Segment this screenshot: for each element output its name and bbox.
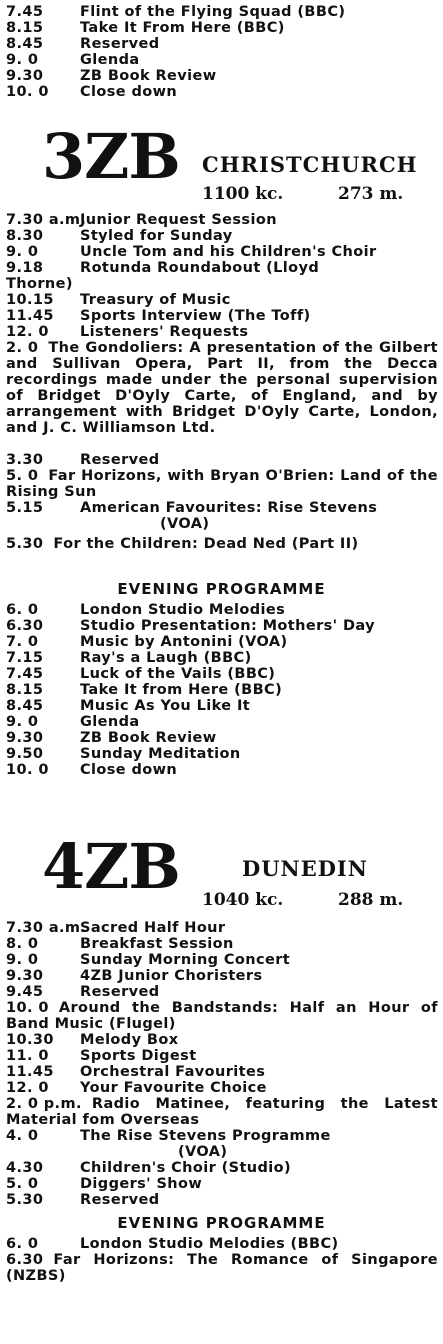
list-item: 5.15 American Favourites: Rise Stevens [6, 500, 378, 516]
list-item: 5.30 For the Children: Dead Ned (Part II) [6, 536, 359, 552]
station-callsign: 4ZB [42, 830, 180, 903]
station-city: CHRISTCHURCH [202, 152, 418, 177]
list-item: 4. 0 The Rise Stevens Programme [6, 1128, 331, 1144]
station-city: DUNEDIN [242, 856, 368, 881]
list-item: 9.30 ZB Book Review [6, 730, 217, 746]
list-item: 7. 0 Music by Antonini (VOA) [6, 634, 288, 650]
list-item: 9. 0 Sunday Morning Concert [6, 952, 291, 968]
list-item: 5.30 Reserved [6, 1192, 160, 1208]
station-wavelength: 273 m. [338, 184, 404, 204]
list-item: 5. 0 Far Horizons, with Bryan O'Brien: Land of the Rising Sun [6, 468, 438, 500]
list-item: 11.45 Orchestral Favourites [6, 1064, 266, 1080]
list-item: 7.30 a.m.Sacred Half Hour [6, 920, 226, 936]
list-item: 10. 0 Around the Bandstands: Half an Hour of Band Music (Flugel) [6, 1000, 438, 1032]
list-item: 9.18 Rotunda Roundabout (Lloyd [6, 260, 320, 276]
list-item: 2. 0 p.m. Radio Matinee, featuring the Latest Material fom Overseas [6, 1096, 438, 1128]
list-item: 10.30 Melody Box [6, 1032, 179, 1048]
section-heading: EVENING PROGRAMME [117, 580, 326, 598]
list-item: 8.30 Styled for Sunday [6, 228, 233, 244]
section-heading: EVENING PROGRAMME [117, 1214, 326, 1232]
list-item: 12. 0 Your Favourite Choice [6, 1080, 267, 1096]
list-item: 3.30 Reserved [6, 452, 160, 468]
list-item: 6.30 Far Horizons: The Romance of Singapore (NZBS) [6, 1252, 438, 1284]
list-item: 5. 0 Diggers' Show [6, 1176, 203, 1192]
list-item: 9. 0 Glenda [6, 714, 140, 730]
station-frequency: 1100 kc. [202, 184, 284, 204]
list-item: 8.45 Reserved [6, 36, 160, 52]
list-item: 8. 0 Breakfast Session [6, 936, 234, 952]
list-item-continuation: Thorne) [6, 276, 73, 292]
list-item: 7.30 a.m.Junior Request Session [6, 212, 277, 228]
list-item: 12. 0 Listeners' Requests [6, 324, 249, 340]
list-item: 10. 0 Close down [6, 84, 178, 100]
list-item: 10. 0 Close down [6, 762, 178, 778]
list-item: 9.30 ZB Book Review [6, 68, 217, 84]
station-callsign: 3ZB [42, 120, 180, 193]
list-item: 4.30 Children's Choir (Studio) [6, 1160, 292, 1176]
list-item: 6. 0 London Studio Melodies (BBC) [6, 1236, 339, 1252]
list-item: 9.50 Sunday Meditation [6, 746, 241, 762]
list-item-continuation: (VOA) [178, 1144, 228, 1160]
list-item: 2. 0 The Gondoliers: A presentation of the Gilbert and Sullivan Opera, Part II, from the Decca recordings made under the personal supervision of Bridget D'Oyly Carte, of England, and by arrangement with Bridget D'Oyly Carte, London, and J. C. Williamson Ltd. [6, 340, 438, 436]
station-frequency: 1040 kc. [202, 890, 284, 910]
list-item: 7.45 Flint of the Flying Squad (BBC) [6, 4, 346, 20]
list-item: 7.15 Ray's a Laugh (BBC) [6, 650, 252, 666]
list-item: 9. 0 Uncle Tom and his Children's Choir [6, 244, 377, 260]
list-item: 6. 0 London Studio Melodies [6, 602, 286, 618]
list-item: 7.45 Luck of the Vails (BBC) [6, 666, 276, 682]
list-item: 8.15 Take It From Here (BBC) [6, 20, 285, 36]
list-item: 8.15 Take It from Here (BBC) [6, 682, 283, 698]
list-item: 9.30 4ZB Junior Choristers [6, 968, 263, 984]
list-item: 6.30 Studio Presentation: Mothers' Day [6, 618, 375, 634]
list-item: 11. 0 Sports Digest [6, 1048, 197, 1064]
list-item: 8.45 Music As You Like It [6, 698, 251, 714]
list-item-continuation: (VOA) [160, 516, 210, 532]
list-item: 10.15 Treasury of Music [6, 292, 231, 308]
list-item: 9.45 Reserved [6, 984, 160, 1000]
station-wavelength: 288 m. [338, 890, 404, 910]
list-item: 9. 0 Glenda [6, 52, 140, 68]
list-item: 11.45 Sports Interview (The Toff) [6, 308, 311, 324]
